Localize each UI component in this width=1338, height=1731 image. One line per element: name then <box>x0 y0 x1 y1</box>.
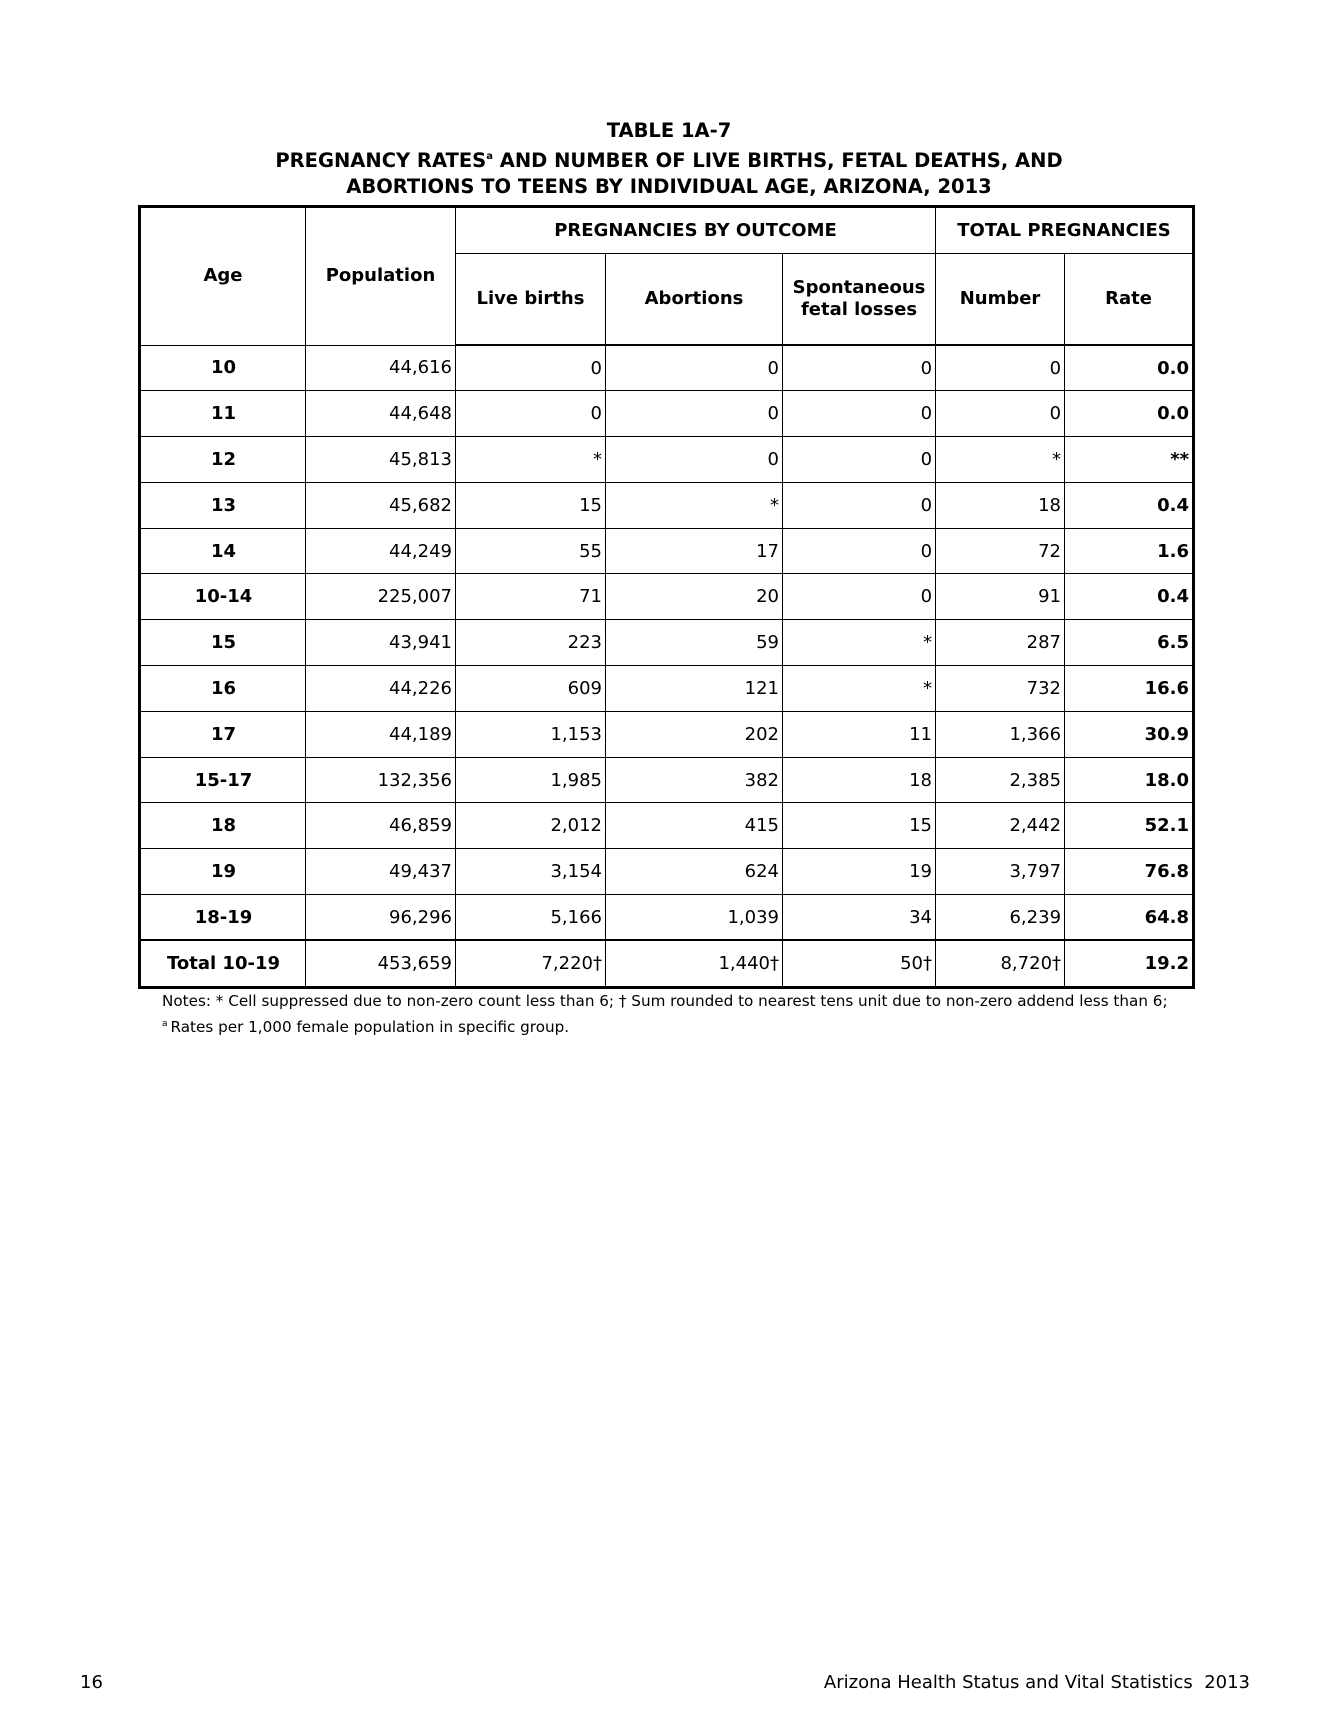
notes-text: Rates per 1,000 female population in specific group. <box>170 1018 570 1036</box>
footnote-marker: a <box>162 1019 168 1029</box>
fetal-losses-cell: * <box>783 666 936 712</box>
live-births-cell: 15 <box>456 482 606 528</box>
population-cell: 45,813 <box>306 437 456 483</box>
abortions-cell: 59 <box>606 620 783 666</box>
abortions-cell: 121 <box>606 666 783 712</box>
publication-title: Arizona Health Status and Vital Statistics 2013 <box>823 1672 1250 1693</box>
rate-cell: 18.0 <box>1065 757 1193 803</box>
title-line-3: ABORTIONS TO TEENS BY INDIVIDUAL AGE, ARIZONA, 2013 <box>346 175 992 198</box>
header-text: fetal losses <box>800 299 918 320</box>
live-births-cell: 609 <box>456 666 606 712</box>
age-cell: 18 <box>141 803 306 849</box>
population-cell: 453,659 <box>306 940 456 986</box>
notes-line-2 <box>162 1013 1202 1039</box>
table-row <box>141 757 1193 803</box>
abortions-cell: 1,039 <box>606 895 783 941</box>
rate-cell: 0.4 <box>1065 574 1193 620</box>
table-row <box>141 345 1193 391</box>
table-number: TABLE 1A-7 <box>606 119 732 142</box>
header-abortions: Abortions <box>606 254 783 346</box>
live-births-cell: 3,154 <box>456 849 606 895</box>
total-number-cell: 732 <box>936 666 1065 712</box>
age-cell: 10-14 <box>141 574 306 620</box>
age-cell: Total 10-19 <box>141 940 306 986</box>
table-row <box>141 711 1193 757</box>
total-number-cell: 8,720† <box>936 940 1065 986</box>
population-cell: 44,189 <box>306 711 456 757</box>
population-cell: 44,226 <box>306 666 456 712</box>
population-cell: 43,941 <box>306 620 456 666</box>
fetal-losses-cell: 18 <box>783 757 936 803</box>
rate-cell: 0.0 <box>1065 345 1193 391</box>
population-cell: 96,296 <box>306 895 456 941</box>
live-births-cell: 1,153 <box>456 711 606 757</box>
table-row <box>141 620 1193 666</box>
rate-cell: ** <box>1065 437 1193 483</box>
fetal-losses-cell: 0 <box>783 345 936 391</box>
abortions-cell: 17 <box>606 528 783 574</box>
fetal-losses-cell: 0 <box>783 391 936 437</box>
rate-cell: 6.5 <box>1065 620 1193 666</box>
fetal-losses-cell: 50† <box>783 940 936 986</box>
rate-cell: 0.4 <box>1065 482 1193 528</box>
rate-cell: 16.6 <box>1065 666 1193 712</box>
live-births-cell: 0 <box>456 391 606 437</box>
table-row <box>141 482 1193 528</box>
total-number-cell: 6,239 <box>936 895 1065 941</box>
abortions-cell: 0 <box>606 345 783 391</box>
live-births-cell: 1,985 <box>456 757 606 803</box>
rate-cell: 19.2 <box>1065 940 1193 986</box>
total-number-cell: * <box>936 437 1065 483</box>
title-text: AND NUMBER OF LIVE BIRTHS, FETAL DEATHS, AND <box>492 149 1063 172</box>
total-number-cell: 2,442 <box>936 803 1065 849</box>
rate-cell: 0.0 <box>1065 391 1193 437</box>
fetal-losses-cell: 0 <box>783 482 936 528</box>
table-row <box>141 437 1193 483</box>
live-births-cell: 5,166 <box>456 895 606 941</box>
total-number-cell: 3,797 <box>936 849 1065 895</box>
population-cell: 225,007 <box>306 574 456 620</box>
age-cell: 14 <box>141 528 306 574</box>
total-number-cell: 0 <box>936 391 1065 437</box>
header-age: Age <box>141 208 306 346</box>
age-cell: 10 <box>141 345 306 391</box>
header-rate: Rate <box>1065 254 1193 346</box>
live-births-cell: 2,012 <box>456 803 606 849</box>
live-births-cell: * <box>456 437 606 483</box>
table-title <box>140 118 1198 200</box>
fetal-losses-cell: 34 <box>783 895 936 941</box>
table-row <box>141 895 1193 941</box>
header-live-births: Live births <box>456 254 606 346</box>
live-births-cell: 71 <box>456 574 606 620</box>
page-number: 16 <box>80 1672 103 1693</box>
abortions-cell: 624 <box>606 849 783 895</box>
population-cell: 49,437 <box>306 849 456 895</box>
title-line-2 <box>140 144 1198 174</box>
age-cell: 16 <box>141 666 306 712</box>
abortions-cell: 415 <box>606 803 783 849</box>
population-cell: 132,356 <box>306 757 456 803</box>
total-number-cell: 72 <box>936 528 1065 574</box>
population-cell: 45,682 <box>306 482 456 528</box>
table-notes <box>162 990 1202 1039</box>
table-body <box>141 345 1193 986</box>
fetal-losses-cell: 0 <box>783 574 936 620</box>
total-number-cell: 18 <box>936 482 1065 528</box>
total-number-cell: 287 <box>936 620 1065 666</box>
rate-cell: 76.8 <box>1065 849 1193 895</box>
population-cell: 44,249 <box>306 528 456 574</box>
table-row <box>141 849 1193 895</box>
table-row <box>141 528 1193 574</box>
header-fetal-losses <box>783 254 936 346</box>
abortions-cell: 202 <box>606 711 783 757</box>
footnote-marker: a <box>486 151 493 162</box>
header-number: Number <box>936 254 1065 346</box>
age-cell: 15-17 <box>141 757 306 803</box>
fetal-losses-cell: 0 <box>783 528 936 574</box>
abortions-cell: * <box>606 482 783 528</box>
total-number-cell: 91 <box>936 574 1065 620</box>
fetal-losses-cell: 19 <box>783 849 936 895</box>
notes-line-1: Notes: * Cell suppressed due to non-zero count less than 6; † Sum rounded to nearest tens unit due to non-zero addend less than 6; <box>162 992 1168 1010</box>
table-row <box>141 940 1193 986</box>
age-cell: 13 <box>141 482 306 528</box>
header-total-pregnancies: TOTAL PREGNANCIES <box>936 208 1193 254</box>
abortions-cell: 1,440† <box>606 940 783 986</box>
total-number-cell: 0 <box>936 345 1065 391</box>
age-cell: 11 <box>141 391 306 437</box>
abortions-cell: 20 <box>606 574 783 620</box>
rate-cell: 64.8 <box>1065 895 1193 941</box>
age-cell: 19 <box>141 849 306 895</box>
live-births-cell: 7,220† <box>456 940 606 986</box>
age-cell: 17 <box>141 711 306 757</box>
total-number-cell: 2,385 <box>936 757 1065 803</box>
rate-cell: 52.1 <box>1065 803 1193 849</box>
fetal-losses-cell: 0 <box>783 437 936 483</box>
fetal-losses-cell: * <box>783 620 936 666</box>
fetal-losses-cell: 11 <box>783 711 936 757</box>
header-population: Population <box>306 208 456 346</box>
total-number-cell: 1,366 <box>936 711 1065 757</box>
live-births-cell: 55 <box>456 528 606 574</box>
live-births-cell: 0 <box>456 345 606 391</box>
table-row <box>141 803 1193 849</box>
abortions-cell: 0 <box>606 437 783 483</box>
table-row <box>141 391 1193 437</box>
header-text: Spontaneous <box>792 277 926 298</box>
rate-cell: 30.9 <box>1065 711 1193 757</box>
live-births-cell: 223 <box>456 620 606 666</box>
table-row <box>141 666 1193 712</box>
population-cell: 44,648 <box>306 391 456 437</box>
pregnancy-table <box>140 207 1193 987</box>
table-row <box>141 574 1193 620</box>
age-cell: 15 <box>141 620 306 666</box>
abortions-cell: 0 <box>606 391 783 437</box>
rate-cell: 1.6 <box>1065 528 1193 574</box>
age-cell: 12 <box>141 437 306 483</box>
population-cell: 46,859 <box>306 803 456 849</box>
fetal-losses-cell: 15 <box>783 803 936 849</box>
population-cell: 44,616 <box>306 345 456 391</box>
header-pregnancies-by-outcome: PREGNANCIES BY OUTCOME <box>456 208 936 254</box>
age-cell: 18-19 <box>141 895 306 941</box>
title-text: PREGNANCY RATES <box>275 149 487 172</box>
abortions-cell: 382 <box>606 757 783 803</box>
